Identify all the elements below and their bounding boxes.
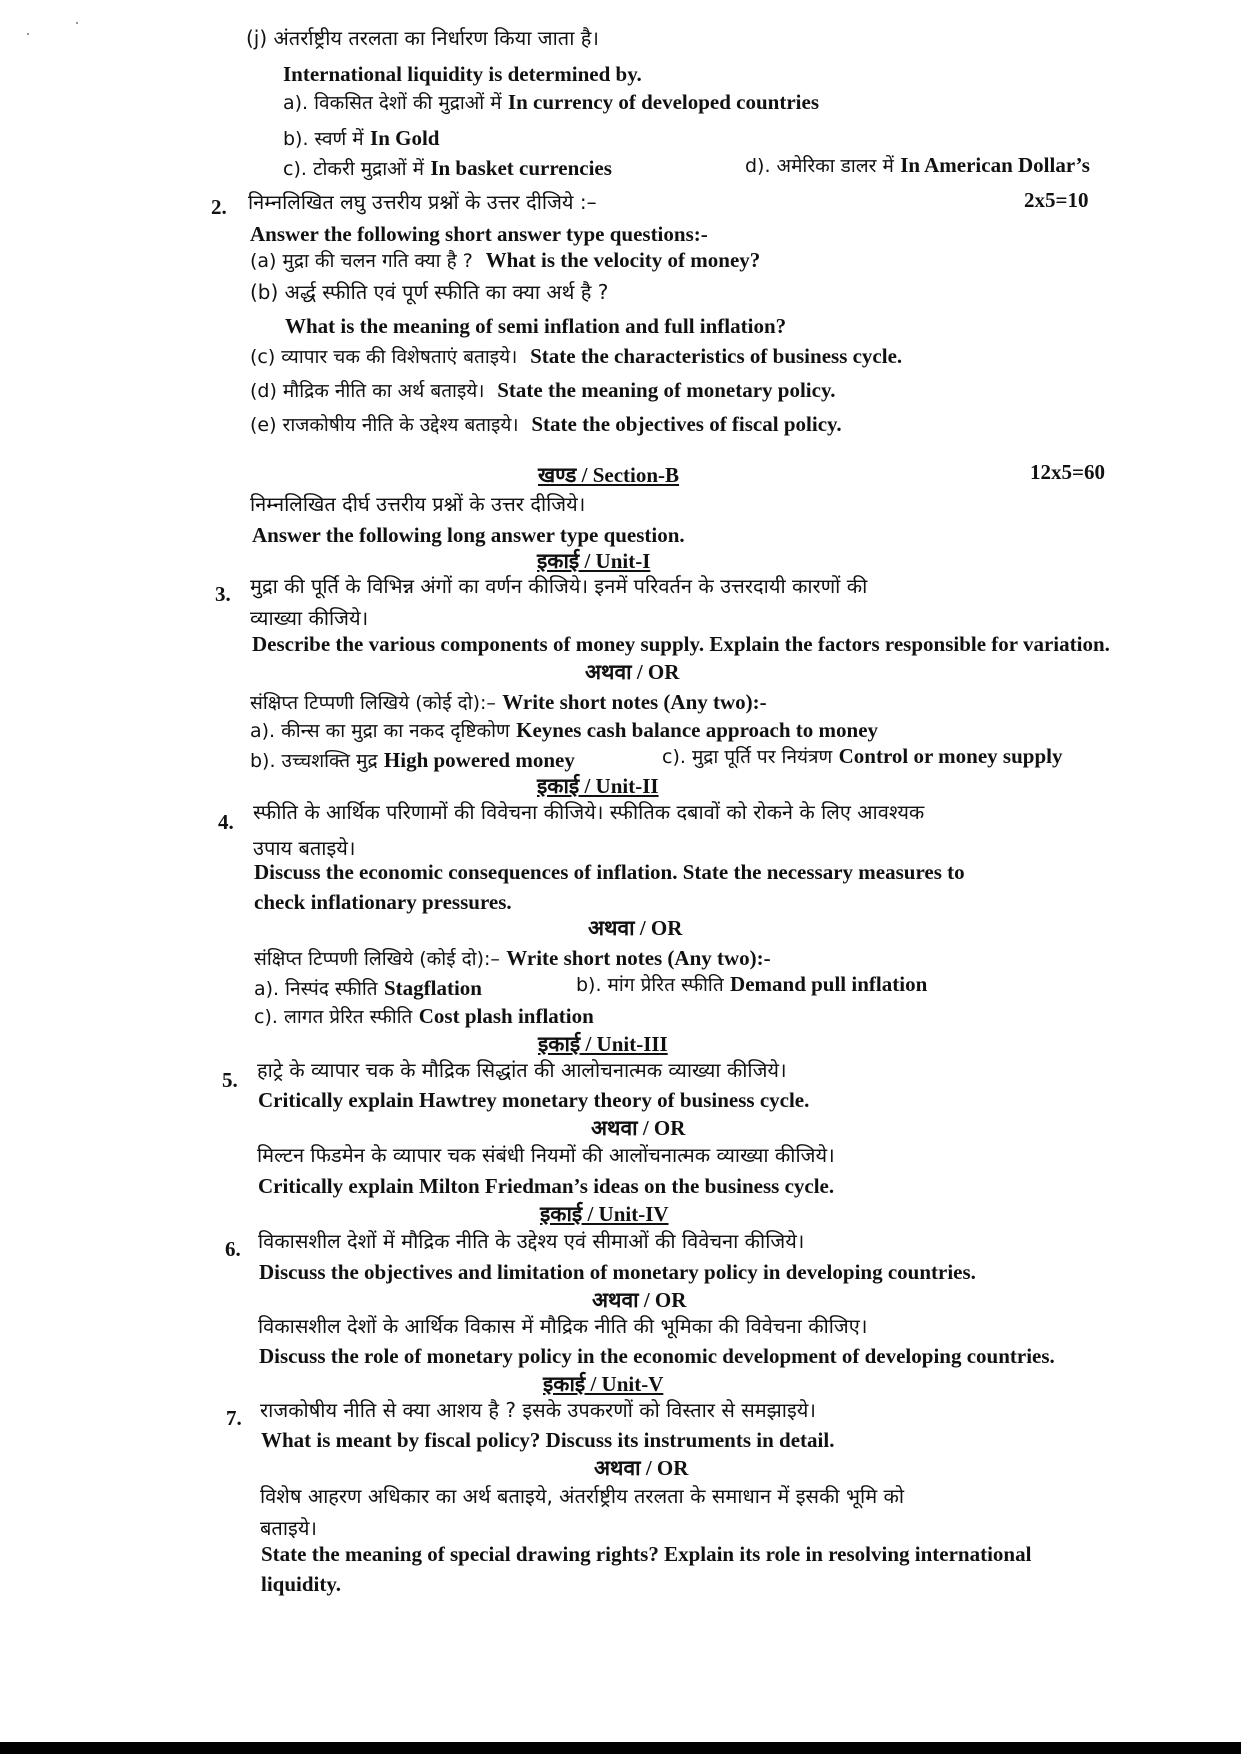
q6-hindi-line1: विकासशील देशों में मौद्रिक नीति के उद्देश्य एवं सीमाओं की विवेचना कीजिये।	[258, 1229, 805, 1253]
option-hindi: b). स्वर्ण में	[283, 128, 364, 150]
q5-hindi-line2: मिल्टन फिडमेन के व्यापार चक संबंधी नियमों की आलोंचनात्मक व्याख्या कीजिये।	[257, 1143, 835, 1167]
q6-hindi-line2: विकासशील देशों के आर्थिक विकास में मौद्रिक नीति की भूमिका की विवेचना कीजिए।	[258, 1314, 868, 1338]
q4-english-line2: check inflationary pressures.	[254, 890, 512, 914]
q4-hindi-line1: स्फीति के आर्थिक परिणामों की विवेचना कीजिये। स्फीतिक दबावों को रोकने के लिए आवश्यक	[253, 800, 925, 824]
or-label: अथवा / OR	[591, 1116, 686, 1140]
note-hindi: c). मुद्रा पूर्ति पर नियंत्रण	[662, 746, 833, 768]
q4-short-notes	[254, 948, 771, 969]
q1j-option-a	[283, 92, 819, 113]
option-english: In currency of developed countries	[507, 90, 820, 114]
q7-hindi-line3: बताइये।	[260, 1516, 317, 1540]
short-notes-hindi: संक्षिप्त टिप्पणी लिखिये (कोई दो):–	[250, 692, 496, 714]
q3-hindi-line2: व्याख्या कीजिये।	[250, 606, 369, 630]
q2-marks: 2x5=10	[1024, 188, 1089, 212]
or-label: अथवा / OR	[592, 1288, 687, 1312]
option-hindi: c). टोकरी मुद्राओं में	[283, 158, 424, 180]
q1j-option-d	[745, 155, 1090, 176]
or-label: अथवा / OR	[585, 660, 680, 684]
q6-english-line1: Discuss the objectives and limitation of monetary policy in developing countries.	[259, 1260, 976, 1284]
q3-note-a	[250, 720, 878, 741]
q4-hindi-line2: उपाय बताइये।	[253, 836, 356, 860]
part-hindi: (a) मुद्रा की चलन गति क्या है ?	[250, 250, 473, 272]
part-english: What is the velocity of money?	[485, 248, 761, 272]
q6-english-line2: Discuss the role of monetary policy in the economic development of developing countries.	[259, 1344, 1055, 1368]
part-english: State the meaning of monetary policy.	[497, 378, 836, 402]
unit-title: इकाई / Unit-V	[543, 1372, 664, 1396]
note-hindi: b). मांग प्रेरित स्फीति	[576, 974, 724, 996]
or-label: अथवा / OR	[594, 1456, 689, 1480]
q3-hindi-line1: मुद्रा की पूर्ति के विभिन्न अंगों का वर्णन कीजिये। इनमें परिवर्तन के उत्तरदायी कारणों की	[250, 574, 868, 598]
q5-english-line1: Critically explain Hawtrey monetary theory of business cycle.	[258, 1088, 810, 1112]
note-english: Control or money supply	[838, 744, 1063, 768]
q2-part-c	[250, 346, 902, 367]
q1j-option-c	[283, 158, 612, 179]
q7-english-line3: liquidity.	[261, 1572, 341, 1596]
scan-bottom-edge	[0, 1742, 1241, 1754]
q3-short-notes	[250, 692, 767, 713]
section-b-hindi: निम्नलिखित दीर्घ उत्तरीय प्रश्नों के उत्तर दीजिये।	[250, 492, 586, 516]
question-number: 4.	[218, 810, 234, 834]
note-english: High powered money	[383, 748, 575, 772]
part-english: State the characteristics of business cycle.	[530, 344, 903, 368]
note-english: Keynes cash balance approach to money	[516, 718, 879, 742]
q4-note-c	[254, 1006, 594, 1027]
q5-english-line2: Critically explain Milton Friedman’s ideas on the business cycle.	[258, 1174, 835, 1198]
q4-english-line1: Discuss the economic consequences of inflation. State the necessary measures to	[254, 860, 965, 884]
unit-title: इकाई / Unit-IV	[540, 1202, 669, 1226]
unit-title: इकाई / Unit-I	[537, 549, 651, 573]
q2-part-b-hindi: (b) अर्द्ध स्फीति एवं पूर्ण स्फीति का क्या अर्थ है ?	[250, 280, 609, 304]
option-english: In American Dollar’s	[900, 153, 1090, 177]
note-hindi: b). उच्चशक्ति मुद्र	[250, 750, 378, 772]
q3-english: Describe the various components of money supply. Explain the factors responsible for variation.	[252, 632, 1110, 656]
q2-part-d	[250, 380, 836, 401]
question-number: 3.	[215, 582, 231, 606]
question-number: 2.	[211, 195, 227, 219]
short-notes-english: Write short notes (Any two):-	[502, 690, 767, 714]
q4-note-b	[576, 974, 927, 995]
part-english: State the objectives of fiscal policy.	[531, 412, 842, 436]
q7-hindi-line2: विशेष आहरण अधिकार का अर्थ बताइये, अंतर्राष्ट्रीय तरलता के समाधान में इसकी भूमि को	[260, 1484, 905, 1508]
q2-part-b-english: What is the meaning of semi inflation and full inflation?	[285, 314, 787, 338]
q4-note-a	[254, 978, 482, 999]
scan-speck	[76, 22, 78, 24]
note-english: Cost plash inflation	[418, 1004, 594, 1028]
question-number: 7.	[226, 1406, 242, 1430]
note-english: Stagflation	[383, 976, 482, 1000]
scan-speck	[27, 33, 29, 35]
q7-english-line1: What is meant by fiscal policy? Discuss its instruments in detail.	[261, 1428, 835, 1452]
q3-note-c	[662, 746, 1062, 767]
option-hindi: a). विकसित देशों की मुद्राओं में	[283, 92, 502, 114]
part-hindi: (d) मौद्रिक नीति का अर्थ बताइये।	[250, 380, 485, 402]
unit-title: इकाई / Unit-III	[538, 1032, 668, 1056]
q1j-option-b	[283, 128, 439, 149]
section-b-title: खण्ड / Section-B	[538, 463, 680, 487]
part-hindi: (c) व्यापार चक की विशेषताएं बताइये।	[250, 346, 518, 368]
or-label: अथवा / OR	[588, 916, 683, 940]
q5-hindi-line1: हाट्रे के व्यापार चक के मौद्रिक सिद्धांत की आलोचनात्मक व्याख्या कीजिये।	[257, 1058, 787, 1082]
q2-hindi: निम्नलिखित लघु उत्तरीय प्रश्नों के उत्तर दीजिये :–	[248, 190, 597, 214]
short-notes-hindi: संक्षिप्त टिप्पणी लिखिये (कोई दो):–	[254, 948, 500, 970]
option-english: In Gold	[370, 126, 440, 150]
option-english: In basket currencies	[430, 156, 612, 180]
q7-english-line2: State the meaning of special drawing rights? Explain its role in resolving international	[261, 1542, 1032, 1566]
q2-part-e	[250, 414, 842, 435]
short-notes-english: Write short notes (Any two):-	[506, 946, 771, 970]
q7-hindi-line1: राजकोषीय नीति से क्या आशय है ? इसके उपकरणों को विस्तार से समझाइये।	[260, 1398, 816, 1422]
note-hindi: a). कीन्स का मुद्रा का नकद दृष्टिकोण	[250, 720, 510, 742]
note-hindi: a). निस्पंद स्फीति	[254, 978, 378, 1000]
note-hindi: c). लागत प्रेरित स्फीति	[254, 1006, 413, 1028]
q3-note-b	[250, 750, 575, 771]
option-hindi: d). अमेरिका डालर में	[745, 155, 894, 177]
question-number: 5.	[222, 1068, 238, 1092]
section-b-marks: 12x5=60	[1030, 460, 1105, 484]
note-english: Demand pull inflation	[730, 972, 928, 996]
q1j-english: International liquidity is determined by.	[283, 62, 642, 86]
q1j-hindi: (j) अंतर्राष्ट्रीय तरलता का निर्धारण किया जाता है।	[246, 26, 599, 50]
part-hindi: (e) राजकोषीय नीति के उद्देश्य बताइये।	[250, 414, 519, 436]
section-b-english: Answer the following long answer type question.	[252, 523, 685, 547]
question-number: 6.	[225, 1237, 241, 1261]
unit-title: इकाई / Unit-II	[537, 774, 659, 798]
q2-part-a	[250, 250, 760, 271]
q2-english: Answer the following short answer type questions:-	[250, 222, 708, 246]
